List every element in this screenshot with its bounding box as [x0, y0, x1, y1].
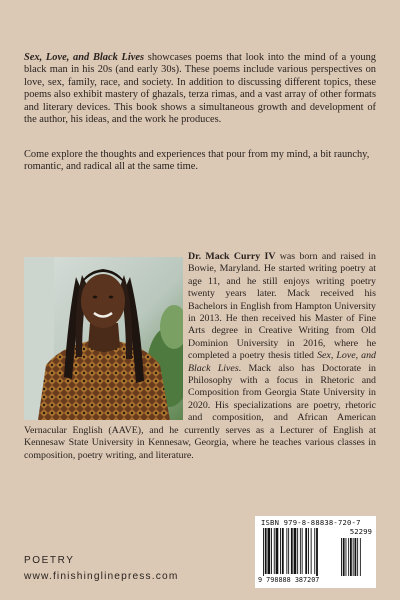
invitation-text: Come explore the thoughts and experiences that pour from my mind, a bit raunchy, romantic, and radical all at the same time. [24, 149, 370, 173]
author-name: Dr. Mack Curry IV [188, 251, 276, 262]
barcode-area [255, 516, 376, 588]
description-text: showcases poems that look into the mind of a young black man in his 20s (and early 30s). These poems include various perspectives on love, sex, family, race, and society. In addition to discussing different topics, these poems also exhibit mastery of ghazals, terza rimas, and a vast array of other formats and literary devices. This book shows a simultaneous growth and development of the author, his ideas, and the work he produces. [24, 52, 376, 126]
publisher-website[interactable]: www.finishinglinepress.com [24, 571, 179, 582]
book-description [24, 52, 376, 126]
bio-text-part1: was born and raised in Bowie, Maryland. He started writing poetry at age 11, and he still enjoys writing poetry twenty years later. Mack received his Bachelors in English from Hampton University in 2013. He then received his Master of Fine Arts degree in Creative Writing from Old Dominion University in 2016, where he completed a poetry thesis titled [188, 251, 376, 362]
author-bio [24, 251, 376, 462]
ean-digits: 9 798888 387207 [258, 576, 320, 584]
thesis-title: Sex, Love, and Black Lives [188, 350, 376, 374]
category-label: POETRY [24, 555, 75, 566]
book-title: Sex, Love, and Black Lives [24, 52, 145, 63]
photo-spacer [24, 251, 188, 424]
bio-text-part2: . Mack also has Doctorate in Philosophy with a focus in Rhetoric and Composition from Georgia State University in 2020. His specializations are poetry, rhetoric and composition, and African American Vernacular English (AAVE), and he currently serves as a Lecturer of English at Kennesaw State University in Kennesaw, Georgia, where he teaches various classes in composition, poetry writing, and literature. [24, 362, 376, 461]
isbn-label: ISBN 979-8-88838-720-7 [261, 518, 361, 527]
price-code: 52299 [349, 527, 372, 536]
